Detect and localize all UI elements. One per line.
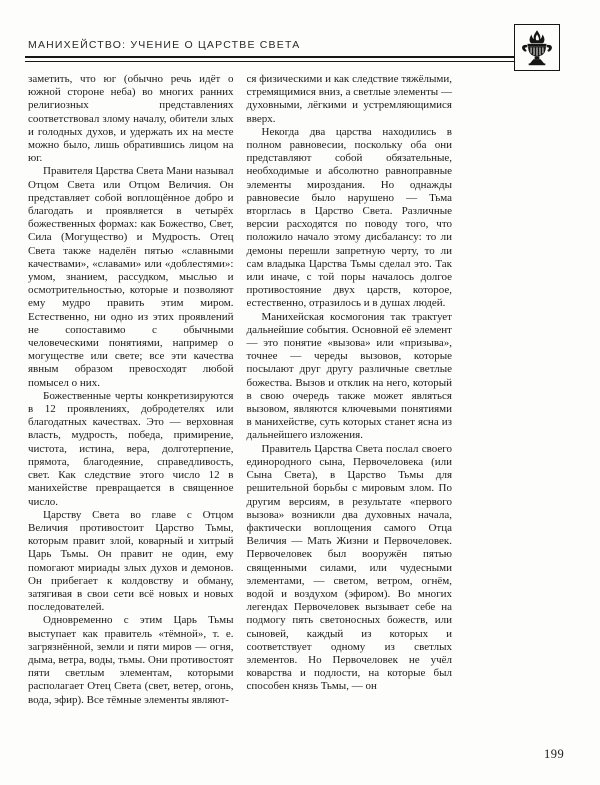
body-text (28, 73, 452, 707)
chapter-emblem-box (514, 24, 560, 71)
paragraph: Царству Света во главе с Отцом Величия противостоит Царство Тьмы, которым правит злой, коварный и хитрый Царь Тьмы. Он правит не один, ему помогают мириады злых духов и демонов. Он прибегает к колдовству и обману, затягивая в свои сети всё новых и новых последователей. (28, 508, 234, 614)
paragraph: Правитель Царства Света послал своего единородного сына, Первочеловека (или Сына Света), в Царство Тьмы для решительной борьбы с мировым злом. По другим версиям, в результате «первого вызова» возникли два духовных начала, фактически воплощения самого Отца Величия — Мать Жизни и Первочеловек. Первочеловек был вооружён пятью священными силами, или чудесными элементами, — светом, ветром, огнём, водой и воздухом (эфиром). Во многих легендах Первочеловек вызывает себе на подмогу пять светоносных божеств, или сыновей, каждый из которых и соответствует одному из светлых элементов. Но Первочеловек не учёл коварства и подлости, на которые был способен князь Тьмы, — он (246, 442, 452, 693)
header-rule (25, 56, 514, 62)
paragraph: Некогда два царства находились в полном равновесии, поскольку оба они представляют собой обязательные, необходимые и абсолютно равноправные элементы мироздания. Но однажды равновесие было нарушено — Тьма вторглась в Царство Света. Различные версии расходятся по поводу того, что положило начало этому дисбалансу: то ли демоны перешли запретную черту, то ли сам владыка Царства Тьмы сделал это. Так или иначе, с той поры началось долгое противостояние двух царств, которое, естественно, отразилось и в душах людей. (246, 125, 452, 310)
text-column-left (28, 73, 234, 707)
paragraph: ся физическими и как следствие тяжёлыми, стремящимися вниз, а светлые элементы — духовными, лёгкими и устремляющимися вверх. (246, 73, 452, 125)
paragraph: Одновременно с этим Царь Тьмы выступает как правитель «тёмной», т. е. загрязнённой, земли и пяти миров — огня, дыма, ветра, воды, тьмы. Они противостоят пяти светлым элементам, которыми располагает Отец Света (свет, ветер, огонь, вода, эфир). Все тёмные элементы являют- (28, 614, 234, 706)
paragraph: заметить, что юг (обычно речь идёт о южной стороне неба) во многих ранних религиозных представлениях соответствовал злому началу, обители злых и голодных духов, и удержать их на месте можно было, лишь обратившись лицом на юг. (28, 73, 234, 165)
flaming-urn-icon (519, 29, 555, 67)
text-column-right (247, 73, 453, 707)
page-number: 199 (544, 747, 565, 761)
paragraph: Божественные черты конкретизируются в 12 проявлениях, добродетелях или благодатных качествах. Это — верховная власть, мудрость, победа, примирение, чистота, истина, вера, долготерпение, прямота, благодеяние, справедливость, свет. Как следствие этого число 12 в манихействе превращается в священное число. (28, 389, 234, 508)
running-header: МАНИХЕЙСТВО: УЧЕНИЕ О ЦАРСТВЕ СВЕТА (28, 39, 301, 51)
paragraph: Правителя Царства Света Мани называл Отцом Света или Отцом Величия. Он представляет собой воплощённое добро и благодать и проявляется в четырёх божественных формах: как Божество, Свет, Сила (Могущество) и Мудрость. Отец Света также наделён пятью «славными качествами», «славами» или «доблестями»: умом, знанием, рассудком, мыслью и осмотрительностью, которые и позволяют ему мудро править этим миром. Естественно, ни одно из этих проявлений не сопоставимо с обычными человеческими понятиями, например о могуществе или свете; все эти качества явным образом превосходят любой помысел о них. (28, 165, 234, 389)
paragraph: Манихейская космогония так трактует дальнейшие события. Основной её элемент — это понятие «вызова» или «призыва», точнее — череды вызовов, которые посылают друг другу различные светлые божества. Вызов и отклик на него, который в свою очередь также может являться вызовом, являются ключевыми понятиями в манихействе, суть которых станет ясна из дальнейшего изложения. (246, 310, 452, 442)
